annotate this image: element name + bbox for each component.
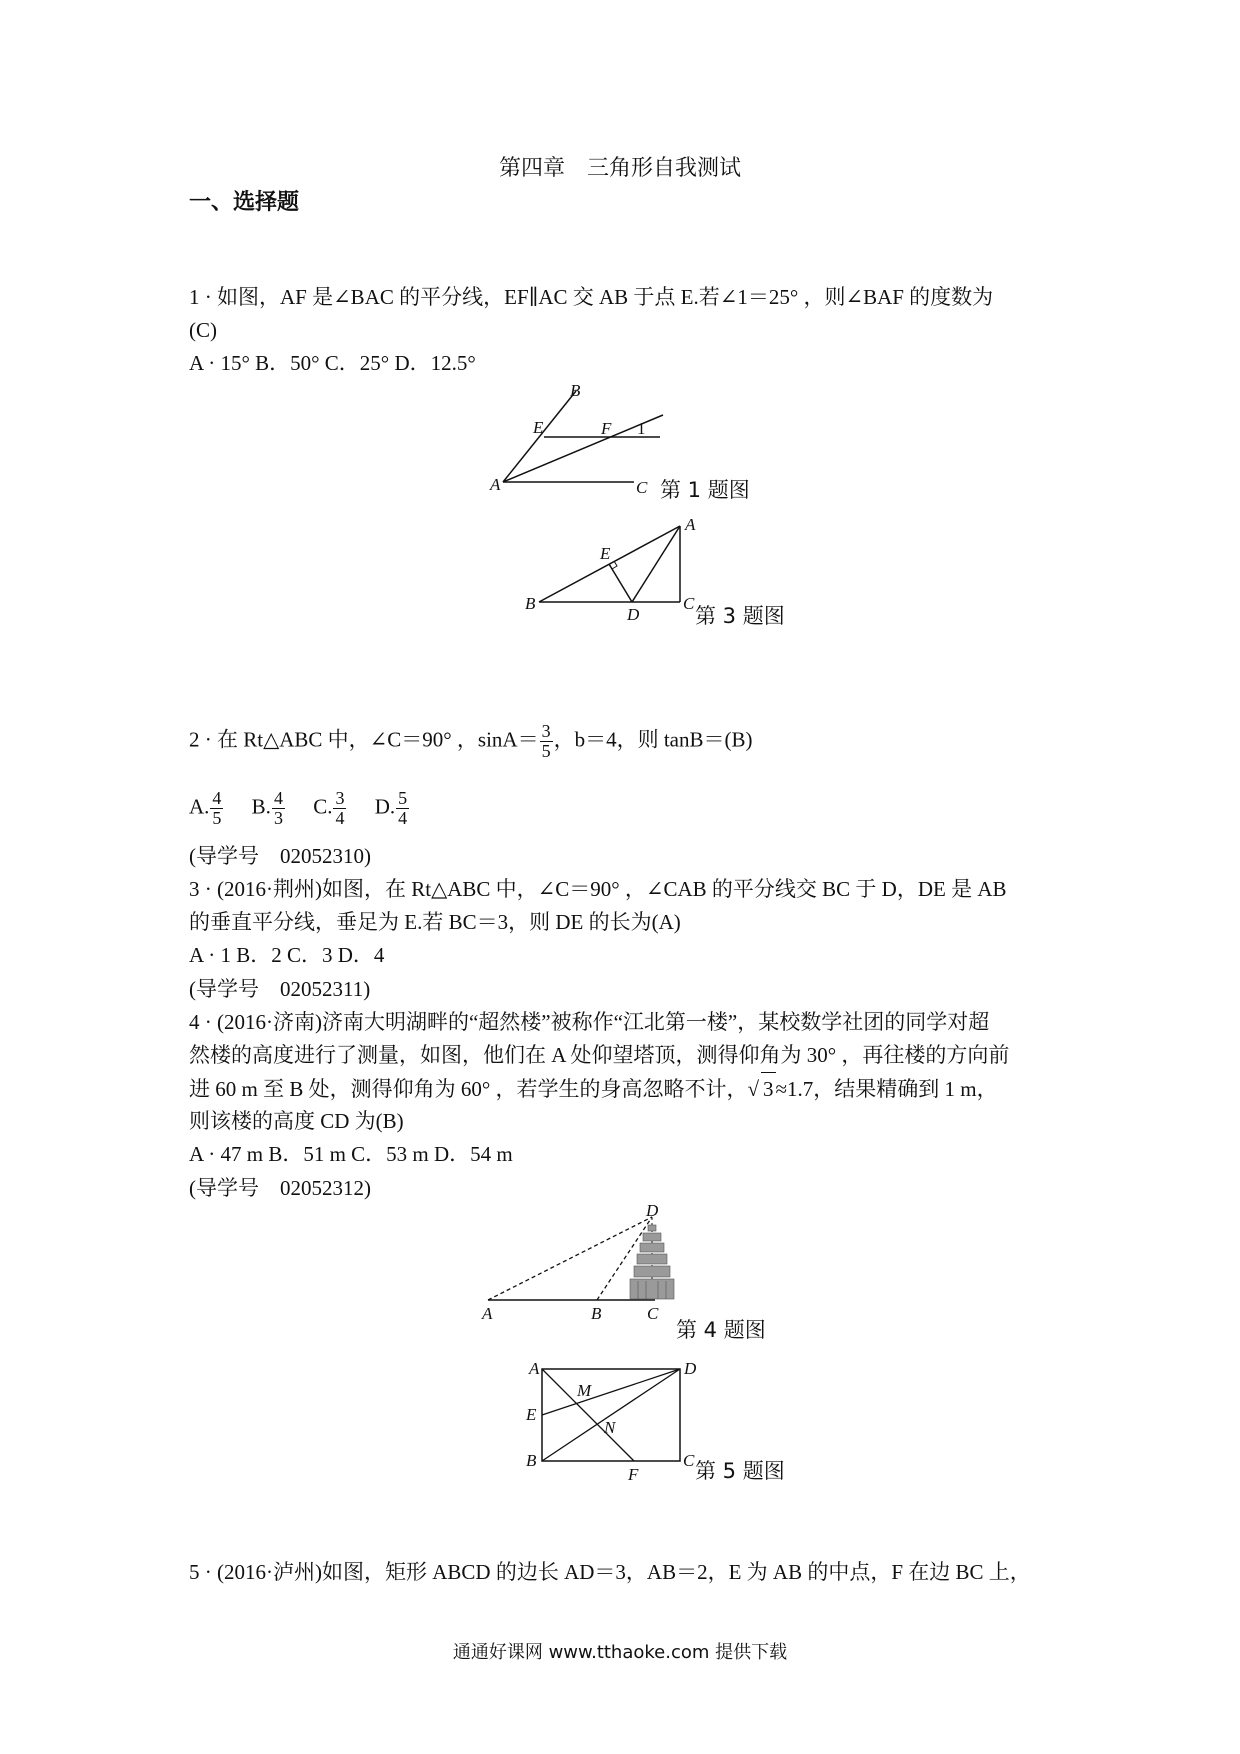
q1-options: A · 15° B．50° C．25° D．12.5° bbox=[189, 351, 476, 375]
q2-option-c-den: 4 bbox=[335, 808, 345, 828]
q2-option-d bbox=[375, 789, 410, 828]
figure-1-caption: 第 1 题图 bbox=[660, 478, 750, 502]
q2-option-c-letter: C. bbox=[313, 794, 333, 819]
q4-line3-pre: 进 60 m 至 B 处，测得仰角为 60° ，若学生的身高忽略不计， bbox=[189, 1077, 748, 1101]
q4-sqrt-3: 3 bbox=[761, 1072, 776, 1105]
q3-line2: 的垂直平分线，垂足为 E.若 BC＝3，则 DE 的长为(A) bbox=[189, 910, 681, 934]
fig5-label-c: C bbox=[683, 1451, 695, 1470]
q3-options: A · 1 B．2 C．3 D．4 bbox=[189, 943, 385, 967]
fig5-line-ed bbox=[542, 1369, 680, 1415]
page-title: 第四章 三角形自我测试 bbox=[498, 155, 741, 180]
q2-option-b bbox=[252, 789, 286, 828]
fig5-label-b: B bbox=[526, 1451, 537, 1470]
q2-option-b-den: 3 bbox=[273, 808, 283, 828]
q2-sina-fraction bbox=[540, 722, 553, 761]
q2-option-b-letter: B. bbox=[251, 794, 271, 819]
q2-guide-number: (导学号 02052310) bbox=[189, 844, 371, 868]
q2-option-d-den: 4 bbox=[398, 808, 408, 828]
q4-line3: 进 60 m 至 B 处，测得仰角为 60° ，若学生的身高忽略不计，√ 3≈1.7，结果精确到 1 m， bbox=[189, 1072, 998, 1105]
fig5-label-f: F bbox=[628, 1465, 639, 1483]
figure-3 bbox=[520, 516, 700, 626]
q3-line1: 3 · (2016·荆州)如图，在 Rt△ABC 中，∠C＝90° ，∠CAB 的平分线交 BC 于 D，DE 是 AB bbox=[189, 877, 1007, 901]
fig3-line-ed bbox=[609, 564, 632, 602]
fig1-label-b: B bbox=[570, 381, 581, 400]
q2-option-a-num: 4 bbox=[212, 788, 222, 808]
fig1-label-e: E bbox=[533, 418, 544, 437]
fig5-label-m: M bbox=[577, 1381, 592, 1400]
fig4-sightline-a bbox=[488, 1217, 652, 1300]
fig1-label-c: C bbox=[636, 478, 648, 497]
section-heading: 一、选择题 bbox=[189, 189, 300, 214]
fig3-label-a: A bbox=[685, 516, 696, 534]
fig4-label-b: B bbox=[591, 1304, 602, 1323]
figure-4-caption: 第 4 题图 bbox=[676, 1318, 766, 1342]
q2-frac-den: 5 bbox=[541, 741, 551, 761]
figure-5 bbox=[520, 1358, 700, 1483]
fig5-label-n: N bbox=[604, 1418, 616, 1437]
fig5-label-e: E bbox=[526, 1405, 537, 1424]
q4-options: A · 47 m B．51 m C．53 m D．54 m bbox=[189, 1142, 513, 1166]
figure-4 bbox=[470, 1205, 700, 1325]
q2-option-c bbox=[313, 789, 347, 828]
pagoda-icon bbox=[630, 1225, 674, 1299]
fig3-label-e: E bbox=[600, 544, 611, 563]
q2-frac-num: 3 bbox=[541, 721, 551, 741]
q2-stem bbox=[189, 722, 753, 761]
q5-line1: 5 · (2016·泸州)如图，矩形 ABCD 的边长 AD＝3，AB＝2，E 为 AB 的中点，F 在边 BC 上， bbox=[189, 1560, 1031, 1584]
q2-option-a bbox=[189, 789, 224, 828]
fig1-label-1: 1 bbox=[637, 419, 646, 438]
fig1-label-f: F bbox=[601, 419, 612, 438]
fig5-diagonal-bd bbox=[542, 1369, 680, 1461]
fig3-label-c: C bbox=[683, 594, 695, 613]
fig3-line-ad bbox=[632, 526, 680, 602]
q4-guide-number: (导学号 02052312) bbox=[189, 1176, 371, 1200]
q4-line4: 则该楼的高度 CD 为(B) bbox=[189, 1109, 404, 1133]
q2-stem-post: ，b＝4，则 tanB＝(B) bbox=[553, 727, 753, 752]
q3-guide-number: (导学号 02052311) bbox=[189, 977, 371, 1001]
figure-5-caption: 第 5 题图 bbox=[695, 1459, 785, 1483]
q4-line3-post: ≈1.7，结果精确到 1 m， bbox=[775, 1077, 998, 1101]
fig3-label-b: B bbox=[525, 594, 536, 613]
fig4-label-a: A bbox=[482, 1304, 493, 1323]
fig5-label-a: A bbox=[529, 1359, 540, 1378]
q2-option-d-letter: D. bbox=[374, 794, 396, 819]
q2-option-d-num: 5 bbox=[398, 788, 408, 808]
q1-stem-line2: (C) bbox=[189, 318, 217, 342]
figure-3-caption: 第 3 题图 bbox=[695, 604, 785, 628]
fig5-label-d: D bbox=[684, 1359, 697, 1378]
fig3-label-d: D bbox=[627, 605, 640, 624]
q2-option-c-num: 3 bbox=[335, 788, 345, 808]
q4-line2: 然楼的高度进行了测量，如图，他们在 A 处仰望塔顶，测得仰角为 30° ，再往楼的方向前 bbox=[189, 1043, 1010, 1067]
fig4-label-c: C bbox=[647, 1304, 659, 1323]
q2-option-a-letter: A. bbox=[189, 794, 210, 819]
q2-stem-pre: 2 · 在 Rt△ABC 中，∠C＝90° ，sinA＝ bbox=[189, 727, 539, 752]
page-footer: 通通好课网 www.tthaoke.com 提供下载 bbox=[452, 1642, 788, 1663]
fig4-label-d: D bbox=[646, 1205, 659, 1220]
q2-options bbox=[189, 789, 432, 828]
q4-line1: 4 · (2016·济南)济南大明湖畔的“超然楼”被称作“江北第一楼”，某校数学社团的同学对超 bbox=[189, 1010, 990, 1034]
q1-stem-line1: 1 · 如图，AF 是∠BAC 的平分线，EF∥AC 交 AB 于点 E.若∠1＝25° ，则∠BAF 的度数为 bbox=[189, 285, 994, 309]
q2-option-a-den: 5 bbox=[212, 808, 222, 828]
q2-option-b-num: 4 bbox=[273, 788, 283, 808]
fig1-label-a: A bbox=[490, 475, 501, 494]
